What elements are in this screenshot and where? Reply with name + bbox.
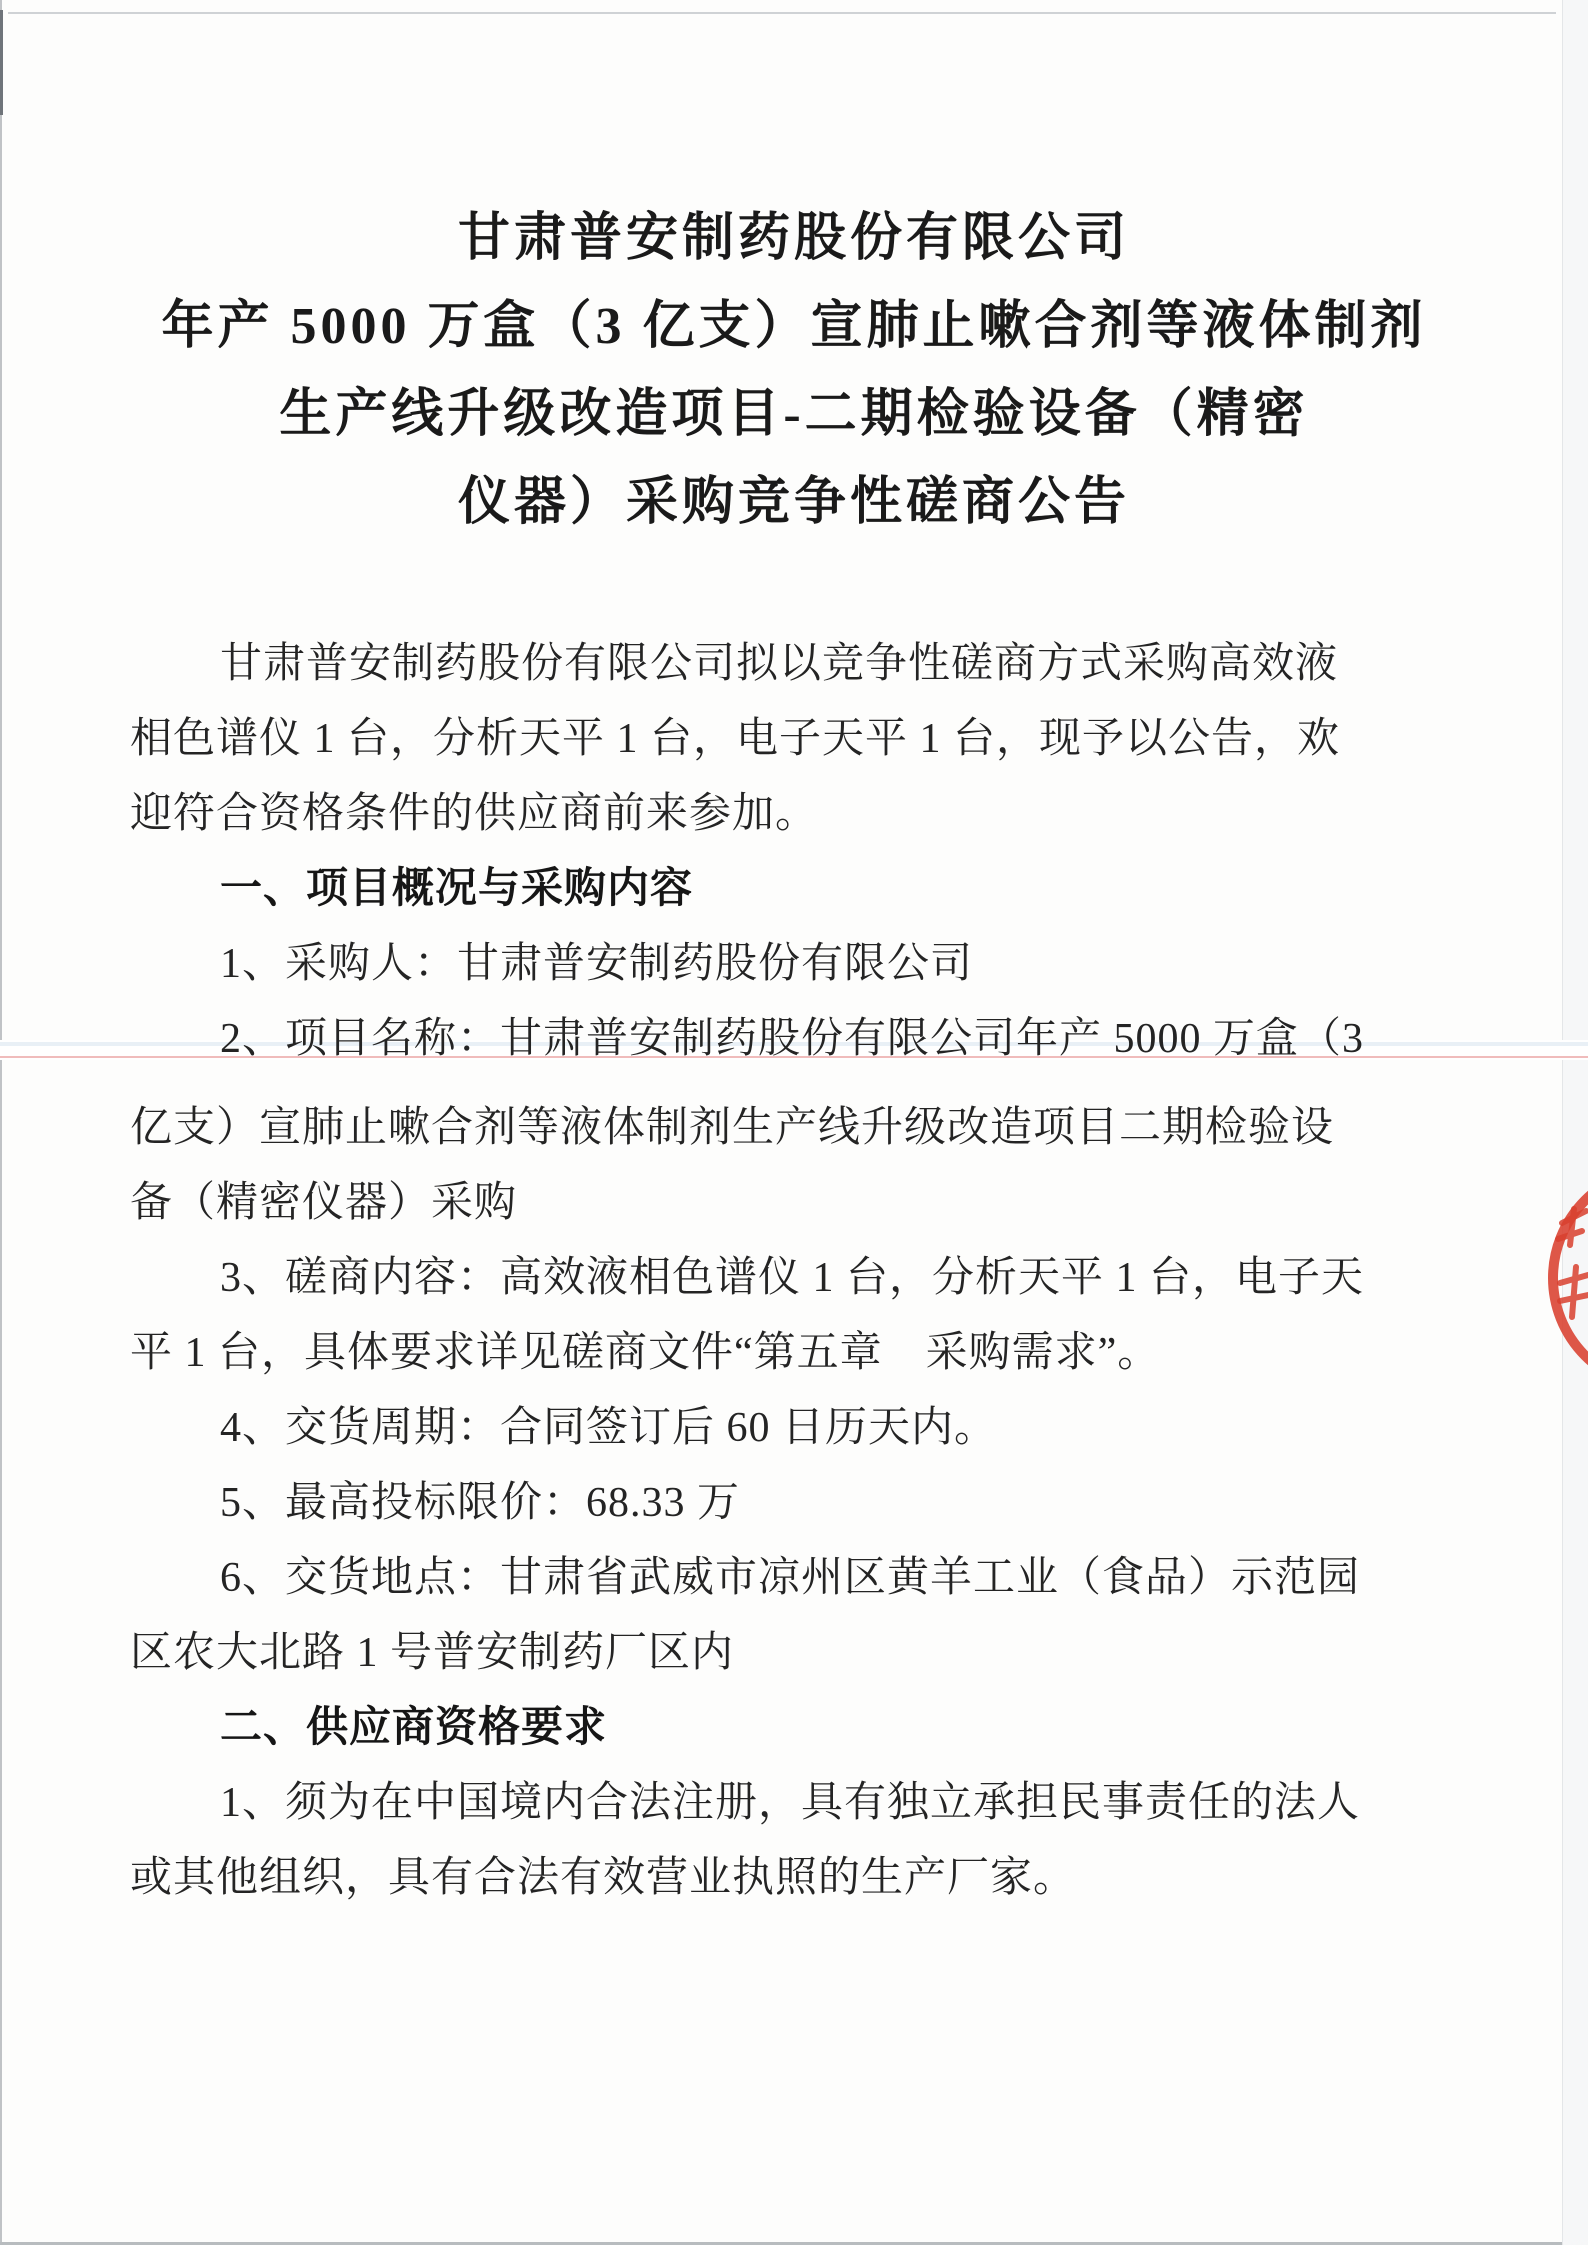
- red-seal-text-fragment-icon: [1552, 1205, 1588, 1335]
- section-heading-1: 一、项目概况与采购内容: [220, 866, 694, 912]
- body-line: 相色谱仪 1 台，分析天平 1 台，电子天平 1 台，现予以公告，欢: [130, 716, 1341, 762]
- seam-spacer: [130, 1077, 1392, 1091]
- page-edge-right-strip: [1562, 0, 1588, 2245]
- document-title: [100, 195, 1488, 547]
- body-line-content: 3、磋商内容：高效液相色谱仪 1 台，分析天平 1 台，电子天: [220, 1255, 1365, 1301]
- section-heading-2: 二、供应商资格要求: [220, 1705, 608, 1751]
- document-title-line-3: 生产线升级改造项目-二期检验设备（精密: [279, 386, 1309, 443]
- body-line-purchaser: 1、采购人：甘肃普安制药股份有限公司: [220, 941, 974, 987]
- body-line-price-limit: 5、最高投标限价：68.33 万: [220, 1480, 741, 1526]
- body-line: 迎符合资格条件的供应商前来参加。: [130, 791, 819, 837]
- page-edge-left-dark-segment: [0, 10, 3, 115]
- body-line: 区农大北路 1 号普安制药厂区内: [130, 1630, 735, 1676]
- body-line: 1、须为在中国境内合法注册，具有独立承担民事责任的法人: [220, 1780, 1361, 1826]
- body-line: 或其他组织，具有合法有效营业执照的生产厂家。: [130, 1855, 1077, 1901]
- body-line-delivery-period: 4、交货周期：合同签订后 60 日历天内。: [220, 1405, 998, 1451]
- page-edge-top: [8, 12, 1556, 14]
- body-line: 备（精密仪器）采购: [130, 1180, 518, 1226]
- body-line: 平 1 台，具体要求详见磋商文件“第五章 采购需求”。: [130, 1330, 1161, 1376]
- body-line-delivery-place: 6、交货地点：甘肃省武威市凉州区黄羊工业（食品）示范园: [220, 1555, 1361, 1601]
- document-title-line-1: 甘肃普安制药股份有限公司: [457, 210, 1130, 267]
- page-edge-left: [0, 0, 2, 2245]
- document-body: [130, 627, 1392, 1916]
- document-title-line-4: 仪器）采购竞争性磋商公告: [457, 474, 1130, 531]
- body-line-project-name: 2、项目名称：甘肃普安制药股份有限公司年产 5000 万盒（3: [220, 1016, 1365, 1062]
- document-title-line-2: 年产 5000 万盒（3 亿支）宣肺止嗽合剂等液体制剂: [161, 298, 1427, 355]
- body-line: 亿支）宣肺止嗽合剂等液体制剂生产线升级改造项目二期检验设: [130, 1105, 1335, 1151]
- body-line: 甘肃普安制药股份有限公司拟以竞争性磋商方式采购高效液: [220, 641, 1339, 687]
